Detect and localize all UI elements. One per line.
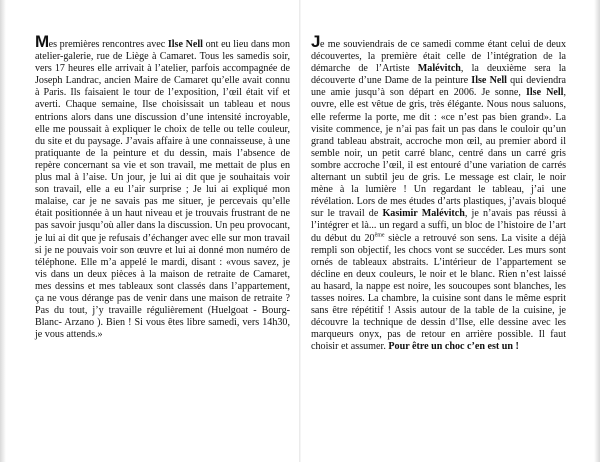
drop-cap: J bbox=[311, 32, 320, 51]
right-segment: , la deuxième sera la découverte d’une Dame de la peinture bbox=[311, 63, 566, 87]
left-page-text bbox=[35, 32, 291, 341]
superscript: ème bbox=[374, 232, 385, 239]
left-segment: Ilse Nell bbox=[167, 39, 203, 50]
right-segment: Ilse Nell bbox=[471, 75, 507, 87]
left-segment: ont eu lieu dans mon atelier-galerie, rue de Liège à Camaret. Tous les samedis soir, vers 17 heures elle arrivait à l’atelier, parfois accompagnée de Joseph Landrac, ancien Maire de Camaret qu’elle avait connu à Paris. Ils faisaient le tour de l’exposition, l’œil était vif et averti. Chaque semaine, Ilse choisissait un tableau et nous entrions alors dans une discussion d’une intensité incroyable, elle me poussait à expliquer le choix de telle ou telle couleur, du site et du paysage. J’avais affaire à une connaisseuse, à une pratiquante de la peinture et du dessin, mais l’absence de repère concernant sa vie et son travail, me mettait de plus en plus mal à l’aise. Un jour, je lui ai dit que je souhaitais voir son travail, elle a eu l’air surprise ; Je lui ai expliqué mon malaise, car je ne savais pas me situer, je percevais qu’elle était positionnée à un haut niveau et je trouvais frustrant de ne pas savoir jusqu’où aller dans la discussion. Un peu provocant, je lui ai dit que je refusais d’échanger avec elle sur mon travail si je ne pouvais voir son œuvre et lui ai donné mon numéro de téléphone. Elle m’a appelé le mardi, disant : «vous savez, je vis dans un deux pièces à la maison de retraite de Camaret, mes dessins et mes tableaux sont classés dans l’appartement, ça ne vous dérange pas de venir dans une maison de retraite ? Pas du tout, j’y travaille régulièrement (Huelgoat - Bourg-Blanc- Arzano ). Bien ! Si vous êtes libre samedi, vers 14h30, je vous attends.» bbox=[35, 39, 291, 341]
right-page-edge bbox=[594, 0, 600, 462]
left-page-edge bbox=[0, 0, 6, 462]
right-segment: Malévitch bbox=[417, 63, 461, 75]
right-segment: siècle a retrouvé son sens. La visite a déjà rempli son objectif, les chocs vont se succéder. Les murs sont ornés de tableaux abstraits. L’intérieur de l’appartement se décline en deux couleurs, le noir et le blanc. Rien n’est laissé au hasard, la nappe est noire, les soucoupes sont blanches, les tasses noires. La chambre, la cuisine sont dans le même esprit sans être répétitif ! Assis autour de la table de la cuisine, je découvre la technique de dessin d’Ilse, elle dessine avec les marqueurs onyx, pas de retour en arrière possible. Il faut choisir et assumer. bbox=[311, 232, 566, 353]
right-segment: e me souviendrais de ce samedi comme étant celui de deux découvertes, la première était celle de l’intégration de la démarche de l’Artiste bbox=[311, 39, 566, 75]
right-segment: Ilse Nell bbox=[525, 87, 564, 99]
right-segment: , je n’avais pas réussi à l’intégrer et là... un regard a suffi, un bloc de l’histoire de l’art du début du 20 bbox=[311, 208, 566, 244]
left-paragraph bbox=[35, 32, 291, 341]
book-gutter bbox=[299, 0, 301, 462]
right-segment: Pour être un choc c’en est un ! bbox=[388, 341, 519, 353]
right-segment: Kasimir Malévitch bbox=[382, 208, 465, 220]
left-segment: es premières rencontres avec bbox=[48, 39, 168, 50]
right-page-text bbox=[311, 32, 566, 353]
right-paragraph bbox=[311, 32, 566, 353]
drop-cap: M bbox=[35, 32, 49, 51]
right-segment: , ouvre, elle est vêtue de gris, très élégante. Nous nous saluons, elle referme la porte, me dit : «ce n’est pas bien grand». La visite commence, je n’ai pas fait un pas dans le couloir qu’un grand tableau abstrait, accroche mon œil, au premier abord il semble noir, un petit carré blanc, centré dans un carré gris sombre accroche l’œil, il est entouré d’une variation de carrés alternant un subtil jeu de gris. Le message est clair, le noir mène à la lumière ! Un regardant le tableau, j’ai une révélation. Lors de mes études d’arts plastiques, j’avais bloqué sur le travail de bbox=[311, 87, 566, 220]
right-segment: qui deviendra une amie jusqu’à son départ en 2006. Je sonne, bbox=[311, 75, 566, 99]
